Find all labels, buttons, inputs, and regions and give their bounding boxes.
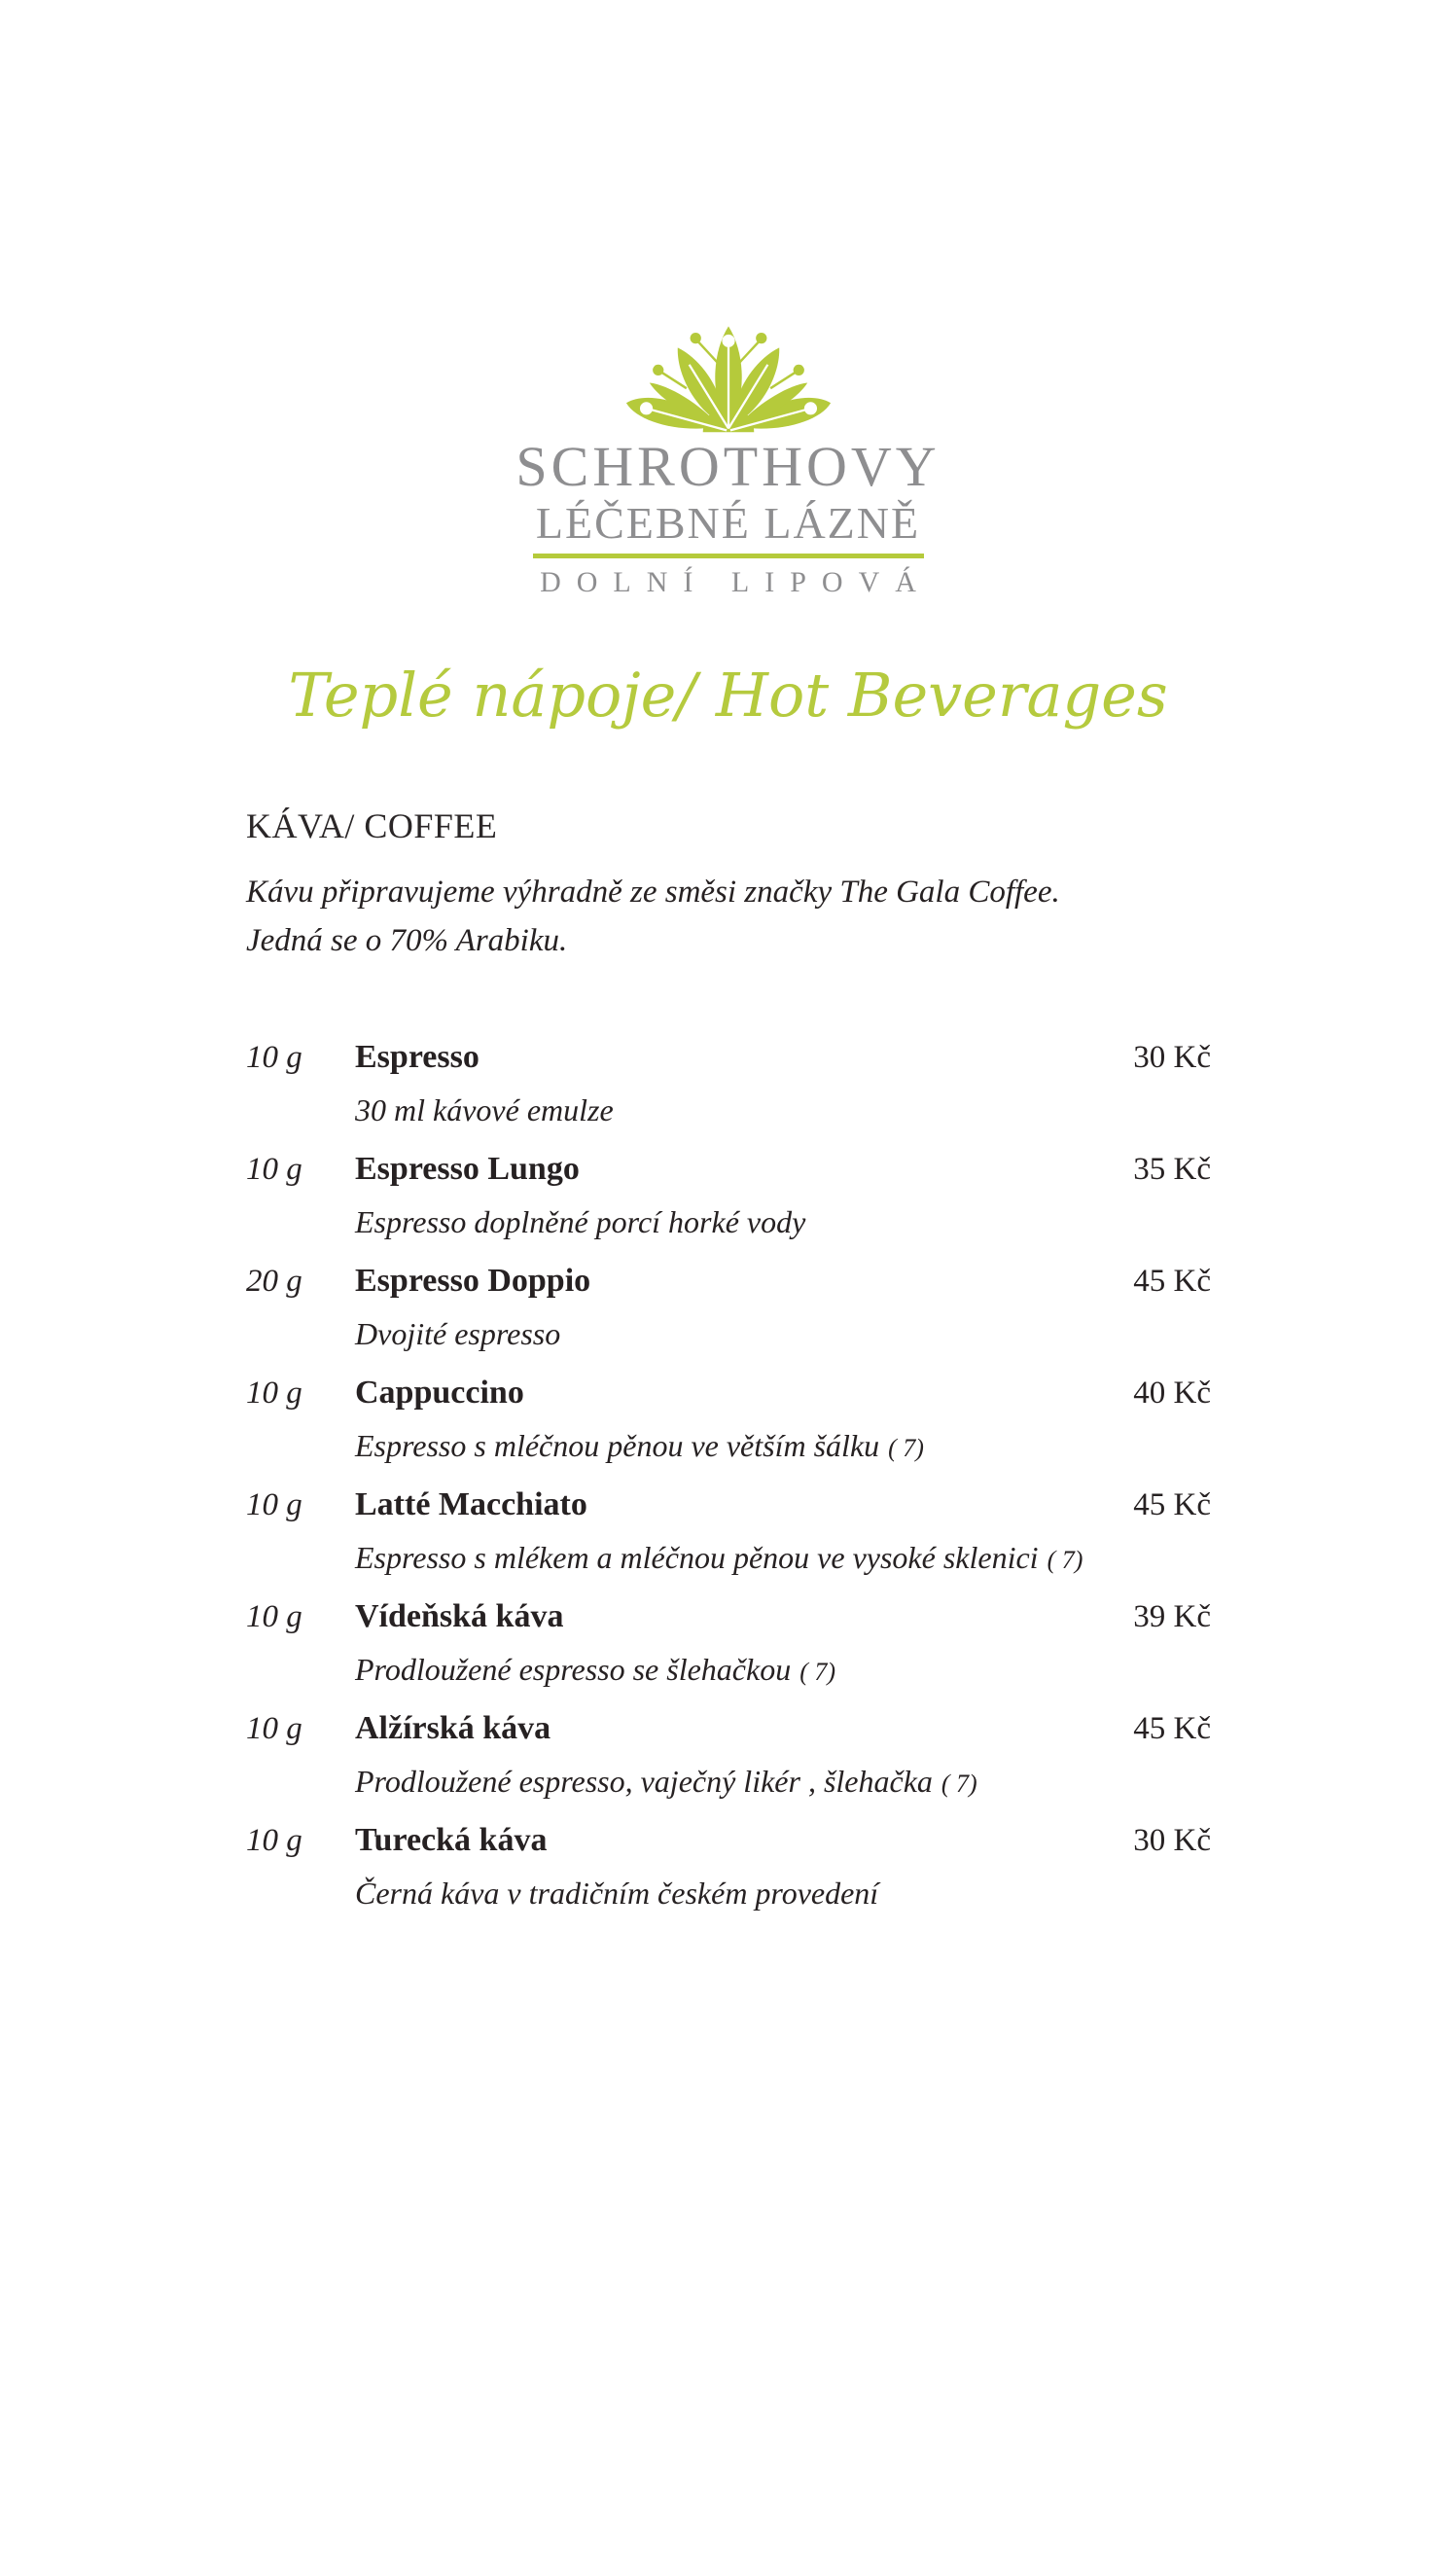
spa-logo	[388, 317, 1069, 598]
intro-line: Kávu připravujeme výhradně ze směsi značky The Gala Coffee.	[246, 875, 1060, 910]
item-weight: 10 g	[246, 1487, 302, 1522]
menu-content	[246, 807, 1211, 1932]
lotus-flower-icon	[388, 317, 1069, 436]
menu-item	[246, 1820, 1211, 1916]
item-name: Espresso Doppio	[355, 1263, 591, 1299]
item-price: 45 Kč	[1133, 1264, 1211, 1299]
item-description	[355, 1313, 1211, 1357]
section-label: KÁVA/ COFFEE	[246, 806, 498, 845]
item-weight: 10 g	[246, 1376, 302, 1411]
item-name: Alžírská káva	[355, 1710, 551, 1746]
item-description-text: Espresso doplněné porcí horké vody	[355, 1204, 806, 1239]
menu-item	[246, 1708, 1211, 1805]
lotus-flower-icon-svg	[619, 317, 838, 436]
item-description	[355, 1090, 1211, 1133]
item-weight: 10 g	[246, 1823, 302, 1858]
item-allergen-note: ( 7)	[1047, 1546, 1083, 1574]
item-description-text: Prodloužené espresso se šlehačkou	[355, 1652, 792, 1687]
menu-item	[246, 1484, 1211, 1581]
item-weight: 10 g	[246, 1040, 302, 1075]
menu-item-list	[246, 1037, 1211, 1916]
intro-line: Jedná se o 70% Arabiku.	[246, 923, 568, 958]
item-weight: 10 g	[246, 1152, 302, 1187]
item-name: Latté Macchiato	[355, 1486, 587, 1522]
item-name: Cappuccino	[355, 1375, 524, 1411]
item-weight: 20 g	[246, 1264, 302, 1299]
item-allergen-note: ( 7)	[888, 1434, 924, 1462]
brand-location: DOLNÍ LIPOVÁ	[540, 566, 932, 599]
menu-item	[246, 1149, 1211, 1245]
item-price: 30 Kč	[1133, 1823, 1211, 1858]
menu-item	[246, 1373, 1211, 1469]
item-allergen-note: ( 7)	[799, 1658, 836, 1686]
item-name: Vídeňská káva	[355, 1598, 564, 1634]
item-name: Turecká káva	[355, 1822, 548, 1858]
item-price: 40 Kč	[1133, 1376, 1211, 1411]
page-title: Teplé nápoje/ Hot Beverages	[288, 660, 1168, 731]
item-weight: 10 g	[246, 1599, 302, 1634]
item-description	[355, 1761, 1211, 1805]
item-description	[355, 1201, 1211, 1245]
section-intro	[246, 868, 1211, 965]
brand-name: SCHROTHOVY	[515, 435, 941, 498]
item-description-text: 30 ml kávové emulze	[355, 1092, 614, 1127]
brand-underline	[533, 554, 924, 558]
menu-item	[246, 1261, 1211, 1357]
item-description	[355, 1537, 1211, 1581]
item-description-text: Černá káva v tradičním českém provedení	[355, 1876, 879, 1911]
item-description-text: Espresso s mléčnou pěnou ve větším šálku	[355, 1428, 880, 1463]
item-name: Espresso	[355, 1039, 479, 1075]
menu-item	[246, 1596, 1211, 1693]
menu-item	[246, 1037, 1211, 1133]
item-description	[355, 1873, 1211, 1916]
item-description	[355, 1425, 1211, 1469]
item-description	[355, 1649, 1211, 1693]
item-price: 45 Kč	[1133, 1711, 1211, 1746]
brand-subtitle: LÉČEBNÉ LÁZNĚ	[535, 498, 921, 549]
item-weight: 10 g	[246, 1711, 302, 1746]
item-price: 39 Kč	[1133, 1599, 1211, 1634]
item-description-text: Prodloužené espresso, vaječný likér , šlehačka	[355, 1764, 933, 1799]
item-price: 45 Kč	[1133, 1487, 1211, 1522]
item-name: Espresso Lungo	[355, 1151, 580, 1187]
item-price: 30 Kč	[1133, 1040, 1211, 1075]
item-allergen-note: ( 7)	[941, 1770, 977, 1798]
item-price: 35 Kč	[1133, 1152, 1211, 1187]
item-description-text: Espresso s mlékem a mléčnou pěnou ve vysoké sklenici	[355, 1540, 1039, 1575]
item-description-text: Dvojité espresso	[355, 1316, 561, 1351]
